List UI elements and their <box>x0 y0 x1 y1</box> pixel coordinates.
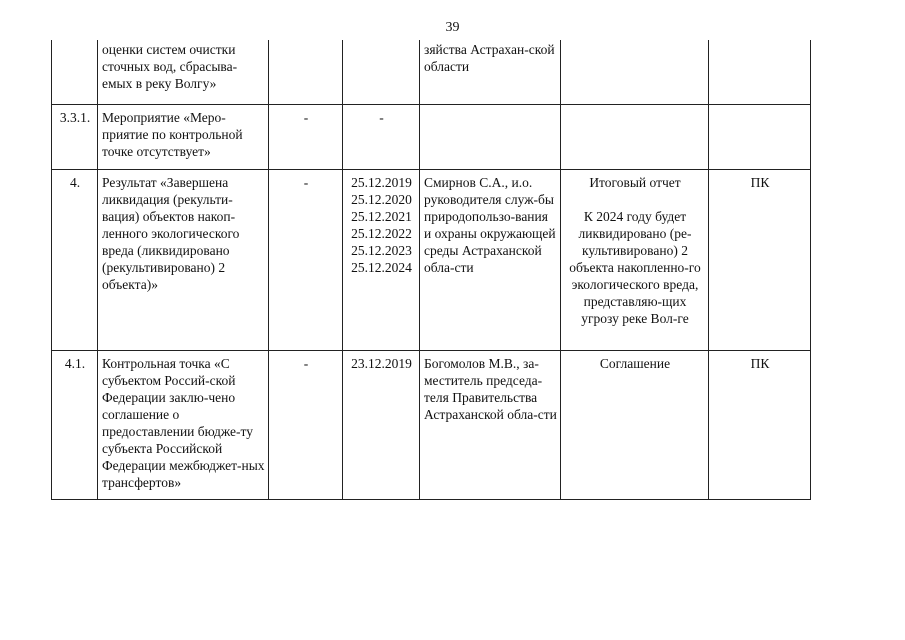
row-document <box>561 104 709 169</box>
row-start: - <box>269 169 343 350</box>
row-number <box>52 40 98 104</box>
row-responsible: Смирнов С.А., и.о. руководителя служ-бы природопользо-вания и охраны окружающей среды Астраханской обла-сти <box>420 169 561 350</box>
end-date: 25.12.2019 <box>351 174 412 190</box>
document-title: Итоговый отчет <box>589 174 681 190</box>
row-level <box>709 104 811 169</box>
row-start <box>269 40 343 104</box>
row-responsible <box>420 104 561 169</box>
row-end <box>343 104 420 169</box>
document-title: Соглашение <box>599 355 671 371</box>
table-row <box>52 40 811 104</box>
row-end <box>343 169 420 350</box>
table-row <box>52 169 811 350</box>
row-number: 3.3.1. <box>52 104 98 169</box>
row-level: ПК <box>709 169 811 350</box>
row-responsible: зяйства Астрахан-ской области <box>420 40 561 104</box>
end-date: 25.12.2023 <box>351 242 412 258</box>
row-document <box>561 350 709 499</box>
table-row <box>52 104 811 169</box>
row-level <box>709 40 811 104</box>
row-start: - <box>269 350 343 499</box>
page-number: 39 <box>445 20 460 35</box>
control-points-table <box>51 40 811 500</box>
row-document <box>561 40 709 104</box>
row-document <box>561 169 709 350</box>
end-date: 25.12.2022 <box>351 225 412 241</box>
row-name: оценки систем очистки сточных вод, сбрасыва-емых в реку Волгу» <box>98 40 269 104</box>
row-name: Контрольная точка «С субъектом Россий-ской Федерации заклю-чено соглашение о предоставлении бюдже-ту субъекта Российской Федерации межбюджет-ных трансфертов» <box>98 350 269 499</box>
table-row <box>52 350 811 499</box>
end-date: - <box>379 109 384 125</box>
row-responsible: Богомолов М.В., за-меститель председа-теля Правительства Астраханской обла-сти <box>420 350 561 499</box>
row-level: ПК <box>709 350 811 499</box>
row-start: - <box>269 104 343 169</box>
end-date: 25.12.2021 <box>351 208 412 224</box>
row-number: 4. <box>52 169 98 350</box>
end-date: 25.12.2020 <box>351 191 412 207</box>
end-date: 23.12.2019 <box>351 355 412 371</box>
row-end <box>343 350 420 499</box>
row-name: Мероприятие «Меро-приятие по контрольной точке отсутствует» <box>98 104 269 169</box>
end-date: 25.12.2024 <box>351 259 412 275</box>
row-end <box>343 40 420 104</box>
row-name: Результат «Завершена ликвидация (рекульти-вация) объектов накоп-ленного экологического вреда (ликвидировано (рекультивировано) 2 объекта)» <box>98 169 269 350</box>
row-number: 4.1. <box>52 350 98 499</box>
document-note: К 2024 году будет ликвидировано (ре-культивировано) 2 объекта накопленно-го экологического вреда, представляю-щих угрозу реке Вол-ге <box>569 208 701 326</box>
